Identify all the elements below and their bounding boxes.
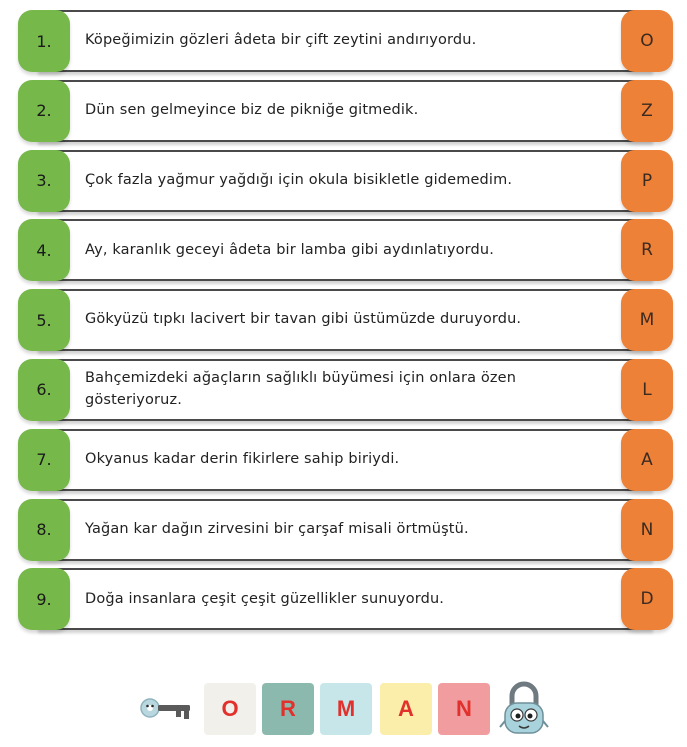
sentence-text: Okyanus kadar derin fikirlere sahip biriydi.: [85, 450, 400, 467]
sentence-row: [18, 150, 673, 212]
sentence-letter: A: [621, 429, 673, 491]
answer-tile: N: [438, 683, 490, 735]
sentence-number: 7.: [18, 429, 70, 491]
sentence-row: [18, 80, 673, 142]
sentence-letter: L: [621, 359, 673, 421]
answer-tile: A: [380, 683, 432, 735]
sentence-number: 5.: [18, 289, 70, 351]
answer-tile: M: [320, 683, 372, 735]
sentence-letter: N: [621, 499, 673, 561]
sentence-text: Dün sen gelmeyince biz de pikniğe gitmedik.: [85, 101, 419, 118]
sentence-text: Çok fazla yağmur yağdığı için okula bisikletle gidemedim.: [85, 171, 513, 188]
padlock-icon: [496, 681, 552, 741]
answer-tile: O: [204, 683, 256, 735]
sentence-number: 1.: [18, 10, 70, 72]
key-icon: [138, 695, 194, 725]
sentence-text: Köpeğimizin gözleri âdeta bir çift zeytini andırıyordu.: [85, 32, 477, 49]
sentence-letter: Z: [621, 80, 673, 142]
sentence-row: [18, 219, 673, 281]
sentence-list: [18, 10, 673, 638]
sentence-row: [18, 10, 673, 72]
sentence-text: Gökyüzü tıpkı lacivert bir tavan gibi üstümüzde duruyordu.: [85, 311, 522, 328]
sentence-row: [18, 499, 673, 561]
sentence-text: Doğa insanlara çeşit çeşit güzellikler sunuyordu.: [85, 590, 445, 607]
sentence-text: Yağan kar dağın zirvesini bir çarşaf misali örtmüştü.: [85, 520, 469, 537]
sentence-number: 6.: [18, 359, 70, 421]
sentence-letter: R: [621, 219, 673, 281]
sentence-letter: D: [621, 568, 673, 630]
sentence-letter: O: [621, 10, 673, 72]
answer-strip: [0, 681, 687, 735]
sentence-row: [18, 429, 673, 491]
sentence-text: Bahçemizdeki ağaçların sağlıklı büyümesi için onlara özen gösteriyoruz.: [85, 370, 517, 408]
sentence-number: 2.: [18, 80, 70, 142]
sentence-number: 4.: [18, 219, 70, 281]
sentence-text: Ay, karanlık geceyi âdeta bir lamba gibi aydınlatıyordu.: [85, 241, 494, 258]
sentence-row: [18, 289, 673, 351]
sentence-number: 9.: [18, 568, 70, 630]
sentence-row: [18, 359, 673, 421]
sentence-letter: M: [621, 289, 673, 351]
sentence-row: [18, 568, 673, 630]
sentence-letter: P: [621, 150, 673, 212]
sentence-number: 3.: [18, 150, 70, 212]
sentence-number: 8.: [18, 499, 70, 561]
answer-tile: R: [262, 683, 314, 735]
